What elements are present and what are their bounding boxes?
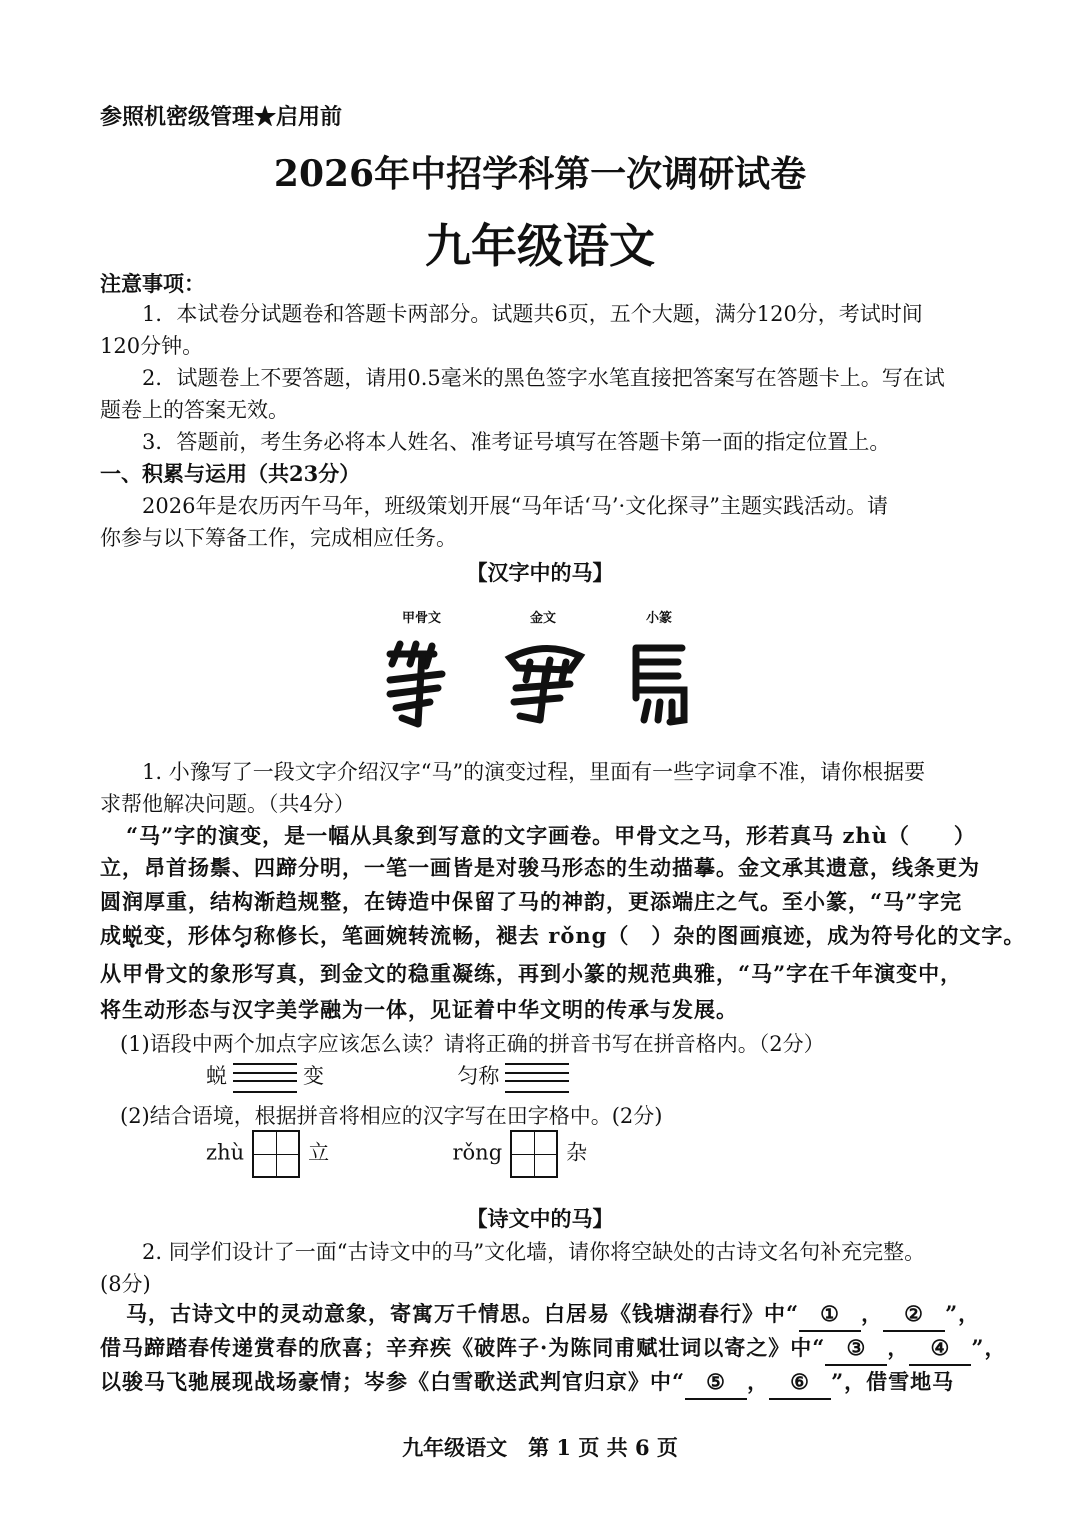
char-za: 杂 — [566, 1140, 588, 1165]
q2-text: 借马蹄踏春传递赏春的欣喜；辛弃疾《破阵子·为陈同甫赋壮词以寄之》中“ — [100, 1335, 826, 1360]
glyph-label-seal: 小篆 — [646, 611, 673, 626]
glyph-label-bronze: 金文 — [530, 611, 557, 626]
q2-text: ”，借雪地马 — [831, 1369, 955, 1394]
q2-line-1: 2. 同学们设计了一面“古诗文中的马”文化墙，请你将空缺处的古诗文名句补充完整。 — [142, 1240, 926, 1264]
pinyin-box-2[interactable] — [505, 1063, 569, 1093]
char-li: 立 — [308, 1140, 330, 1165]
glyph-bronze-horse-icon — [500, 640, 590, 728]
q2-text: 马，古诗文中的灵动意象，寄寓万千情思。白居易《钱塘湖春行》中“ — [126, 1301, 800, 1326]
blank-6[interactable]: ⑥ — [769, 1366, 831, 1400]
passage-line-4 — [100, 920, 1026, 952]
tianzige-box-1[interactable] — [252, 1130, 300, 1178]
blank-5[interactable]: ⑤ — [685, 1366, 747, 1400]
pinyin-box-1[interactable] — [233, 1063, 297, 1093]
intro-line-1: 2026年是农历丙午马年，班级策划开展“马年话‘马’·文化探寻”主题实践活动。请 — [142, 494, 888, 518]
pinyin-zhu: zhù — [206, 1140, 245, 1165]
passage-text: 变，形体 — [144, 923, 232, 948]
tianzige-box-2[interactable] — [510, 1130, 558, 1178]
exam-title: 2026年中招学科第一次调研试卷 — [273, 153, 807, 195]
q1-sub-2: (2)结合语境，根据拼音将相应的汉字写在田字格中。(2分) — [120, 1104, 663, 1128]
dotted-char: 蜕 — [122, 923, 144, 948]
word-1b: 变 — [303, 1064, 324, 1088]
passage-line-3: 圆润厚重，结构渐趋规整，在铸造中保留了马的神韵，更添端庄之气。至小篆，“马”字完 — [100, 889, 963, 914]
note-2-line-2: 题卷上的答案无效。 — [100, 398, 289, 422]
q2-text: 以骏马飞驰展现战场豪情；岑参《白雪歌送武判官归京》中“ — [100, 1369, 686, 1394]
q1-line-1: 1. 小豫写了一段文字介绍汉字“马”的演变过程，里面有一些字词拿不准，请你根据要 — [142, 760, 926, 784]
q2-line-2: (8分) — [100, 1272, 151, 1296]
blank-1[interactable]: ① — [799, 1298, 861, 1332]
q1-line-2: 求帮他解决问题。（共4分） — [100, 792, 355, 816]
intro-line-2: 你参与以下筹备工作，完成相应任务。 — [100, 526, 457, 550]
glyph-label-oracle: 甲骨文 — [402, 611, 442, 626]
q2-passage-line-3: 以骏马飞驰展现战场豪情；岑参《白雪歌送武判官归京》中“ ⑤ ， ⑥ ”，借雪地马 — [100, 1366, 990, 1400]
passage-line-6: 将生动形态与汉字美学融为一体，见证着中华文明的传承与发展。 — [100, 997, 738, 1022]
glyph-oracle-horse-icon — [382, 640, 462, 728]
passage-line-5: 从甲骨文的象形写真，到金文的稳重凝练，再到小篆的规范典雅，“马”字在千年演变中， — [100, 961, 963, 986]
blank-4[interactable]: ④ — [909, 1332, 971, 1366]
glyph-seal-horse-icon — [618, 640, 702, 728]
passage-line-2: 立，昂首扬鬃、四蹄分明，一笔一画皆是对骏马形态的生动描摹。金文承其遗意，线条更为 — [100, 855, 980, 880]
note-2-line-1: 2．试题卷上不要答题，请用0.5毫米的黑色签字水笔直接把答案写在答题卡上。写在试 — [142, 366, 945, 390]
subject-title: 九年级语文 — [425, 219, 655, 273]
note-3: 3．答题前，考生务必将本人姓名、准考证号填写在答题卡第一面的指定位置上。 — [142, 430, 891, 454]
blank-2[interactable]: ② — [883, 1298, 945, 1332]
q1-sub-1: (1)语段中两个加点字应该怎么读？请将正确的拼音书写在拼音格内。（2分） — [120, 1032, 825, 1056]
passage-text: 称修长，笔画婉转流畅，褪去 rǒng（ ）杂的图画痕迹，成为符号化的文字。 — [254, 923, 1026, 948]
note-1-line-1: 1．本试卷分试题卷和答题卡两部分。试题共6页，五个大题，满分120分，考试时间 — [142, 302, 923, 326]
q2-passage-line-1: 马，古诗文中的灵动意象，寄寓万千情思。白居易《钱塘湖春行》中“ ① ， ② ”， — [126, 1298, 1016, 1332]
blank-3[interactable]: ③ — [825, 1332, 887, 1366]
word-1a: 蜕 — [206, 1064, 227, 1088]
note-1-line-2: 120分钟。 — [100, 334, 204, 358]
dotted-char: 匀 — [232, 923, 254, 948]
sub-title-characters: 【汉字中的马】 — [466, 560, 614, 585]
page-footer: 九年级语文 第 1 页 共 6 页 — [402, 1435, 678, 1460]
q2-passage-line-2: 借马蹄踏春传递赏春的欣喜；辛弃疾《破阵子·为陈同甫赋壮词以寄之》中“ ③ ， ④ ”， — [100, 1332, 990, 1366]
passage-line-1: “马”字的演变，是一幅从具象到写意的文字画卷。甲骨文之马，形若真马 zhù（ ） — [126, 823, 976, 848]
sub-title-poetry: 【诗文中的马】 — [466, 1206, 614, 1231]
word-2: 匀称 — [457, 1064, 500, 1088]
tianzige-row — [206, 1130, 587, 1178]
secret-notice: 参照机密级管理★启用前 — [100, 104, 343, 130]
pinyin-row — [206, 1060, 575, 1093]
section-1-heading: 一、积累与运用（共23分） — [100, 461, 361, 486]
pinyin-rong: rǒng — [452, 1140, 503, 1165]
passage-text: 成 — [100, 923, 122, 948]
notes-heading: 注意事项： — [100, 271, 205, 296]
